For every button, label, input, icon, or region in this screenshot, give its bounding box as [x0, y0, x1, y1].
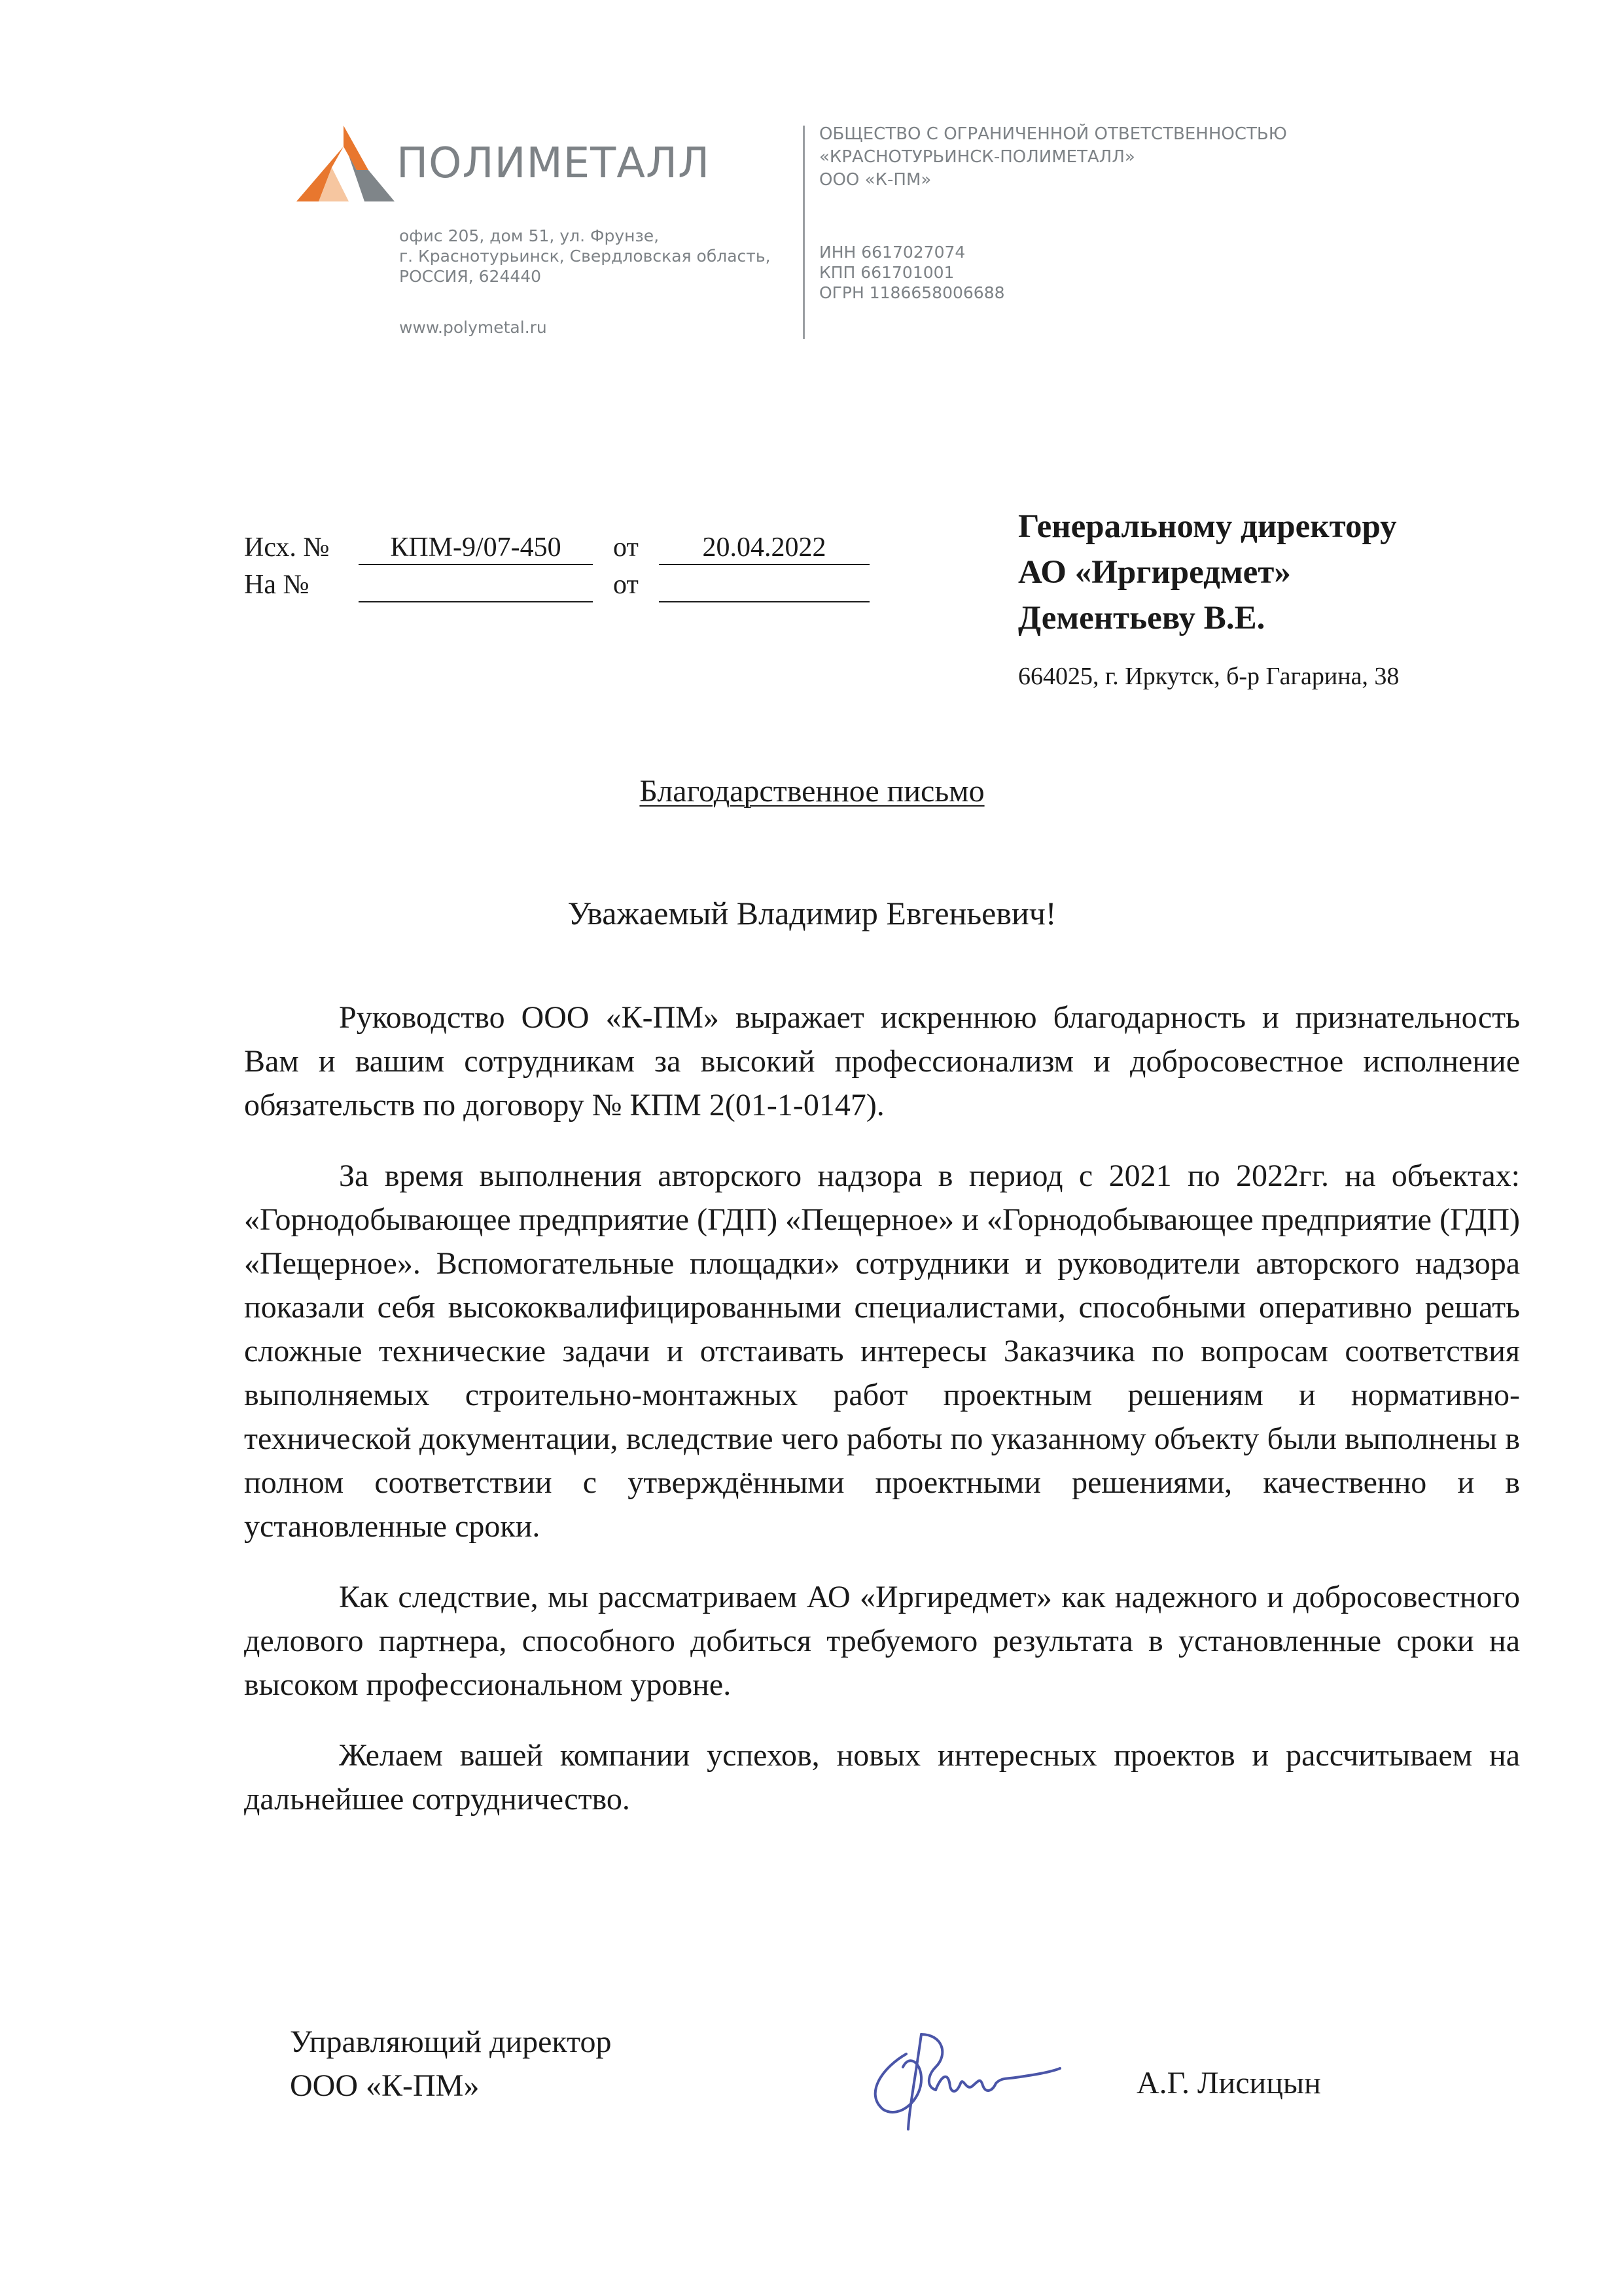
signatory-title-line: Управляющий директор: [290, 2025, 612, 2059]
registration-ids: [819, 242, 1005, 303]
company-address: [399, 226, 771, 287]
org-line: ОБЩЕСТВО С ОГРАНИЧЕННОЙ ОТВЕТСТВЕННОСТЬЮ: [819, 124, 1287, 144]
outgoing-number-line: [359, 564, 593, 565]
kpp-line: КПП 661701001: [819, 263, 955, 282]
incoming-number-line: [359, 601, 593, 602]
outgoing-label: Исх. №: [244, 532, 330, 563]
salutation: Уважаемый Владимир Евгеньевич!: [567, 895, 1057, 931]
polymetal-logo-icon: [291, 124, 396, 203]
letter-subject: [0, 773, 1624, 809]
handwritten-signature: [844, 1995, 1067, 2139]
incoming-label: На №: [244, 570, 309, 600]
address-line: РОССИЯ, 624440: [399, 267, 542, 286]
signatory-name: А.Г. Лисицын: [1137, 2066, 1321, 2100]
body-paragraph: Как следствие, мы рассматриваем АО «Иргиредмет» как надежного и добросовестного делового партнера, способного добиться требуемого результата в установленные сроки на высоком профессиональном уровне.: [244, 1580, 1520, 1702]
header-divider: [803, 126, 805, 339]
outgoing-date-label: от: [613, 532, 639, 563]
inn-line: ИНН 6617027074: [819, 243, 966, 262]
brand-name: ПОЛИМЕТАЛЛ: [397, 139, 711, 188]
website-link[interactable]: www.polymetal.ru: [399, 318, 547, 337]
organization-name: [819, 123, 1287, 192]
outgoing-number: КПМ-9/07-450: [390, 532, 561, 563]
addressee-line: АО «Иргиредмет»: [1018, 554, 1291, 591]
addressee-line: Дементьеву В.Е.: [1018, 600, 1265, 636]
signatory-title: [290, 2020, 611, 2108]
body-paragraph: Желаем вашей компании успехов, новых интересных проектов и рассчитываем на дальнейшее сотрудничество.: [244, 1738, 1520, 1817]
outgoing-date-line: [659, 564, 870, 565]
signatory-title-line: ООО «К-ПМ»: [290, 2068, 480, 2103]
org-line: ООО «К-ПМ»: [819, 170, 932, 190]
ogrn-line: ОГРН 1186658006688: [819, 283, 1005, 302]
addressee-address: 664025, г. Иркутск, б-р Гагарина, 38: [1018, 663, 1400, 690]
address-line: г. Краснотурьинск, Свердловская область,: [399, 247, 771, 266]
incoming-date-label: от: [613, 570, 639, 600]
body-paragraph: За время выполнения авторского надзора в период с 2021 по 2022гг. на объектах: «Горнодобывающее предприятие (ГДП) «Пещерное» и «Горнодобывающее предприятие (ГДП) «Пещерное». Вспомогательные площадки» сотрудники и руководители авторского надзора показали себя высококвалифицированными специалистами, способными оперативно решать сложные технические задачи и отстаивать интересы Заказчика по вопросам соответствия выполняемых строительно-монтажных работ проектным решениям и нормативно-технической документации, вследствие чего работы по указанному объекту были выполнены в полном соответствии с утверждёнными проектными решениями, качественно и в установленные сроки.: [244, 1158, 1520, 1544]
addressee-line: Генеральному директору: [1018, 508, 1397, 545]
subject-text: Благодарственное письмо: [639, 774, 985, 809]
letter-body: [244, 996, 1520, 1848]
org-line: «КРАСНОТУРЬИНСК-ПОЛИМЕТАЛЛ»: [819, 147, 1135, 167]
incoming-date-line: [659, 601, 870, 602]
addressee-block: [1018, 504, 1397, 641]
outgoing-date: 20.04.2022: [702, 532, 826, 563]
address-line: офис 205, дом 51, ул. Фрунзе,: [399, 226, 660, 245]
body-paragraph: Руководство ООО «К-ПМ» выражает искреннюю благодарность и признательность Вам и вашим сотрудникам за высокий профессионализм и добросовестное исполнение обязательств по договору № КПМ 2(01-1-0147).: [244, 1000, 1520, 1122]
